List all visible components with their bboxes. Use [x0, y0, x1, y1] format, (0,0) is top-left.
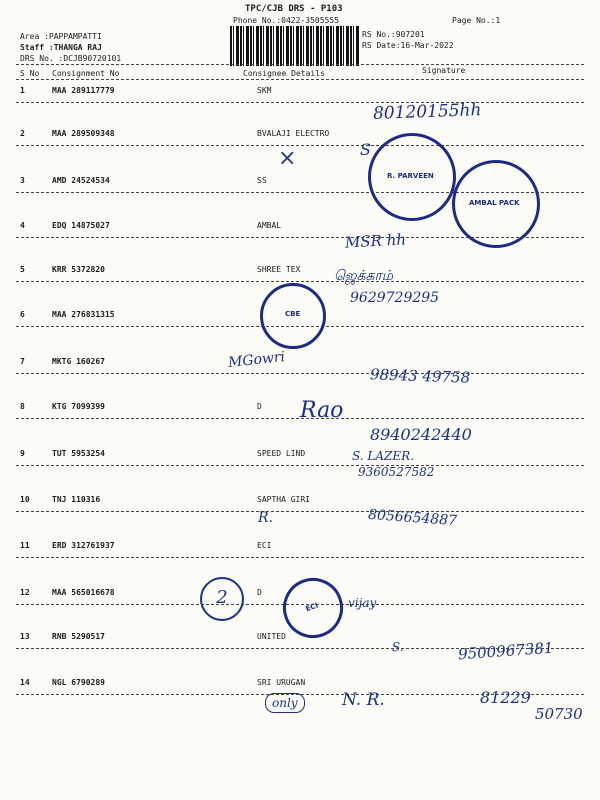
row-sno: 2 — [20, 129, 25, 138]
row-sno: 4 — [20, 221, 25, 230]
row-consignee: SAPTHA GIRI — [257, 495, 310, 504]
row-divider — [16, 102, 584, 103]
header-rule-top — [16, 64, 584, 65]
row-divider — [16, 511, 584, 512]
header-rule-bottom — [16, 79, 584, 80]
row-divider — [16, 465, 584, 466]
row-consignee: SKM — [257, 86, 272, 95]
col-header-signature: Signature — [422, 66, 466, 75]
row-consignment-no: TUT 5953254 — [52, 449, 105, 458]
rs-date: RS Date:16-Mar-2022 — [362, 41, 454, 50]
row-consignee: D — [257, 588, 262, 597]
hw-row9-phone: 9360527582 — [358, 465, 435, 479]
hw-row4-signature: MSR hh — [344, 230, 407, 252]
row-consignee: ECI — [257, 541, 272, 550]
row-sno: 13 — [20, 632, 30, 641]
col-header-consignment: Consignment No — [52, 69, 120, 78]
row-divider — [16, 145, 584, 146]
row-sno: 1 — [20, 86, 25, 95]
seal-text: ECI — [304, 601, 320, 614]
row-consignment-no: EDQ 14875027 — [52, 221, 110, 230]
company-seal-stamp — [452, 160, 540, 248]
phone-number: Phone No.:0422-3505555 — [233, 16, 339, 25]
row-consignment-no: AMD 24524534 — [52, 176, 110, 185]
hw-row9-name: S. LAZER. — [352, 449, 415, 463]
seal-text: CBE — [285, 310, 301, 318]
row-consignee: AMBAL — [257, 221, 282, 230]
col-header-sno: S No — [20, 69, 40, 78]
hw-row14-phone-b: 50730 — [535, 705, 583, 723]
row-sno: 7 — [20, 357, 25, 366]
hw-row1-signature: 80120155hh — [372, 100, 482, 124]
row-consignee: SPEED LIND — [257, 449, 306, 458]
hw-row14-phone-a: 81229 — [480, 688, 531, 707]
row-consignment-no: MAA 289509348 — [52, 129, 115, 138]
hw-row12-name: vijay — [348, 596, 377, 610]
rs-number: RS No.:907201 — [362, 30, 425, 39]
row-sno: 5 — [20, 265, 25, 274]
row-consignee: D — [257, 402, 262, 411]
hw-row2-initials: S — [360, 140, 371, 159]
row-consignment-no: KTG 7099399 — [52, 402, 105, 411]
row-sno: 11 — [20, 541, 30, 550]
row-sno: 12 — [20, 588, 30, 597]
row-consignee: SS — [257, 176, 267, 185]
hw-row8-signature: Rao — [300, 398, 344, 423]
hw-row5-phone: 9629729295 — [350, 290, 440, 306]
row-consignment-no: MKTG 160267 — [52, 357, 105, 366]
area-label: Area :PAPPAMPATTI — [20, 32, 102, 41]
row-divider — [16, 373, 584, 374]
row-consignment-no: KRR 5372820 — [52, 265, 105, 274]
hw-row12-circled-number: 2 — [200, 577, 244, 621]
row-sno: 14 — [20, 678, 30, 687]
document-title: TPC/CJB DRS - P103 — [245, 4, 343, 14]
row-sno: 3 — [20, 176, 25, 185]
staff-label: Staff :THANGA RAJ — [20, 43, 102, 52]
row-consignment-no: NGL 6790289 — [52, 678, 105, 687]
hw-row7-name: MGowri — [227, 349, 286, 371]
hw-row8-phone: 8940242440 — [370, 425, 472, 444]
seal-text: AMBAL PACK — [469, 199, 520, 207]
hw-row13-phone: 9500967381 — [457, 638, 554, 664]
row-consignment-no: MAA 565016678 — [52, 588, 115, 597]
row-consignee: SHREE TEX — [257, 265, 301, 274]
row-sno: 9 — [20, 449, 25, 458]
hw-row14-signature: N. R. — [342, 690, 385, 710]
row-sno: 6 — [20, 310, 25, 319]
hw-row10-phone: 8056654887 — [367, 506, 458, 530]
hw-row5-name: ஜெக்காம் — [334, 268, 394, 284]
company-seal-stamp — [368, 133, 456, 221]
hw-row10-initials: R. — [258, 510, 273, 526]
row-consignment-no: TNJ 110316 — [52, 495, 101, 504]
company-seal-stamp — [260, 283, 326, 349]
row-consignee: UNITED — [257, 632, 286, 641]
row-consignment-no: MAA 276831315 — [52, 310, 115, 319]
drs-number: DRS No. :DCJB90720101 — [20, 54, 122, 63]
page-number: Page No.:1 — [452, 16, 501, 25]
barcode — [230, 26, 360, 66]
company-seal-stamp — [275, 570, 352, 647]
hw-row13-signature: S. — [391, 639, 404, 655]
row-consignment-no: MAA 289117779 — [52, 86, 115, 95]
row-sno: 10 — [20, 495, 30, 504]
row-divider — [16, 281, 584, 282]
seal-text: R. PARVEEN — [387, 172, 434, 180]
hw-row14-marked: only — [265, 693, 305, 713]
hw-row2-cross: × — [278, 146, 297, 171]
row-consignment-no: ERD 312761937 — [52, 541, 115, 550]
row-consignment-no: RNB 5290517 — [52, 632, 105, 641]
row-consignee: BVALAJI ELECTRO — [257, 129, 330, 138]
hw-row7-phone: 98943 49758 — [369, 365, 471, 387]
col-header-consignee: Consignee Details — [243, 69, 325, 78]
row-sno: 8 — [20, 402, 25, 411]
row-consignee: SRI URUGAN — [257, 678, 306, 687]
row-divider — [16, 557, 584, 558]
